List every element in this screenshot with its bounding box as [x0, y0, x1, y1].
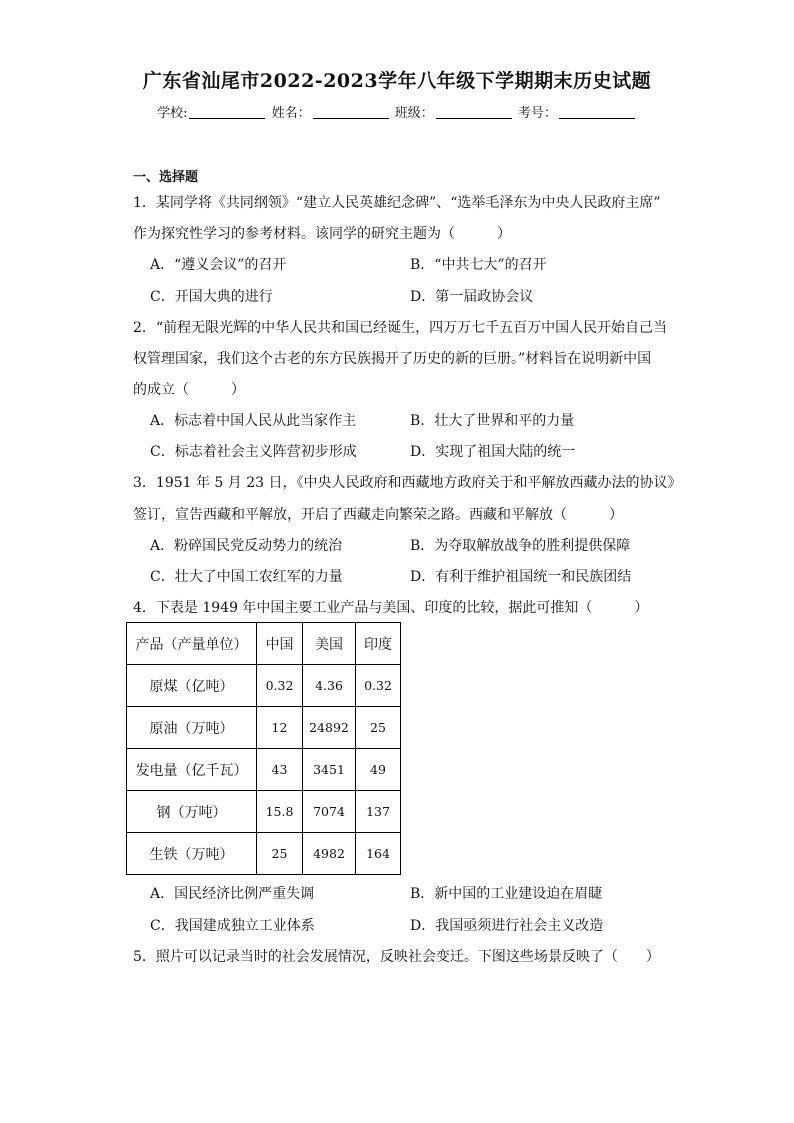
question-3-option-b[interactable]: B．为夺取解放战争的胜利提供保障: [410, 538, 631, 554]
question-1-line-2: 作为探究性学习的参考材料。该同学的研究主题为（ ）: [133, 226, 511, 242]
school-label: 学校:: [157, 106, 188, 121]
table-header-cell: 印度: [356, 623, 401, 665]
table-cell: 0.32: [257, 665, 303, 707]
table-cell: 4982: [303, 833, 356, 875]
industrial-output-table: [126, 622, 401, 875]
table-header-cell: 美国: [303, 623, 356, 665]
question-2-line-2: 权管理国家，我们这个古老的东方民族揭开了历史的新的巨册。”材料旨在说明新中国: [133, 351, 652, 367]
class-label: 班级：: [394, 106, 434, 121]
name-blank[interactable]: [313, 106, 389, 119]
table-cell: 25: [257, 833, 303, 875]
table-cell: 原油（万吨）: [127, 707, 257, 749]
table-cell: 钢（万吨）: [127, 791, 257, 833]
question-4-option-b[interactable]: B．新中国的工业建设迫在眉睫: [410, 886, 603, 902]
section-heading: 一、选择题: [133, 170, 199, 185]
question-1-option-b[interactable]: B．“中共七大”的召开: [410, 257, 547, 273]
question-4-option-d[interactable]: D．我国亟须进行社会主义改造: [410, 918, 604, 934]
table-cell: 24892: [303, 707, 356, 749]
table-header-cell: 产品（产量单位）: [127, 623, 257, 665]
question-4-line-1: 4．下表是 1949 年中国主要工业产品与美国、印度的比较，据此可推知（ ）: [133, 600, 649, 616]
question-5-line-1: 5．照片可以记录当时的社会发展情况，反映社会变迁。下图这些场景反映了（ ）: [133, 949, 660, 965]
exam-number-blank[interactable]: [559, 106, 635, 119]
table-row: [127, 791, 401, 833]
question-2-option-b[interactable]: B．壮大了世界和平的力量: [410, 413, 575, 429]
question-1-line-1: 1．某同学将《共同纲领》“建立人民英雄纪念碑”、“选举毛泽东为中央人民政府主席”: [133, 195, 661, 211]
table-cell: 49: [356, 749, 401, 791]
question-1-option-d[interactable]: D．第一届政协会议: [410, 289, 534, 305]
table-cell: 25: [356, 707, 401, 749]
page-title: 广东省汕尾市2022-2023学年八年级下学期期末历史试题: [142, 70, 652, 92]
question-1-option-c[interactable]: C．开国大典的进行: [150, 289, 273, 305]
question-3-line-2: 签订，宣告西藏和平解放，开启了西藏走向繁荣之路。西藏和平解放（ ）: [133, 507, 623, 523]
table-cell: 15.8: [257, 791, 303, 833]
table-cell: 0.32: [356, 665, 401, 707]
question-3-option-d[interactable]: D．有利于维护祖国统一和民族团结: [410, 569, 632, 585]
question-2-line-1: 2．“前程无限光辉的中华人民共和国已经诞生，四万万七千五百万中国人民开始自己当: [133, 320, 668, 336]
table-cell: 4.36: [303, 665, 356, 707]
table-row: [127, 707, 401, 749]
table-cell: 3451: [303, 749, 356, 791]
name-label: 姓名：: [271, 106, 311, 121]
table-cell: 43: [257, 749, 303, 791]
school-blank[interactable]: [189, 106, 265, 119]
question-2-line-3: 的成立（ ）: [133, 382, 245, 398]
table-header-row: [127, 623, 401, 665]
table-row: [127, 749, 401, 791]
question-3-line-1: 3．1951 年 5 月 23 日，《中央人民政府和西藏地方政府关于和平解放西藏办法的协议》: [133, 475, 682, 491]
student-info-row: [0, 102, 794, 121]
question-1-option-a[interactable]: A．“遵义会议”的召开: [150, 257, 287, 273]
class-blank[interactable]: [436, 106, 512, 119]
question-2-option-a[interactable]: A．标志着中国人民从此当家作主: [150, 413, 357, 429]
table-cell: 164: [356, 833, 401, 875]
question-3-option-a[interactable]: A．粉碎国民党反动势力的统治: [150, 538, 343, 554]
question-4-option-c[interactable]: C．我国建成独立工业体系: [150, 918, 315, 934]
table-cell: 12: [257, 707, 303, 749]
question-4-option-a[interactable]: A．国民经济比例严重失调: [150, 886, 315, 902]
question-2-option-d[interactable]: D．实现了祖国大陆的统一: [410, 444, 576, 460]
question-3-option-c[interactable]: C．壮大了中国工农红军的力量: [150, 569, 343, 585]
exam-number-label: 考号：: [517, 106, 557, 121]
table-cell: 生铁（万吨）: [127, 833, 257, 875]
table-cell: 137: [356, 791, 401, 833]
table-cell: 原煤（亿吨）: [127, 665, 257, 707]
table-cell: 7074: [303, 791, 356, 833]
question-2-option-c[interactable]: C．标志着社会主义阵营初步形成: [150, 444, 357, 460]
table-header-cell: 中国: [257, 623, 303, 665]
table-row: [127, 833, 401, 875]
table-cell: 发电量（亿千瓦）: [127, 749, 257, 791]
table-row: [127, 665, 401, 707]
